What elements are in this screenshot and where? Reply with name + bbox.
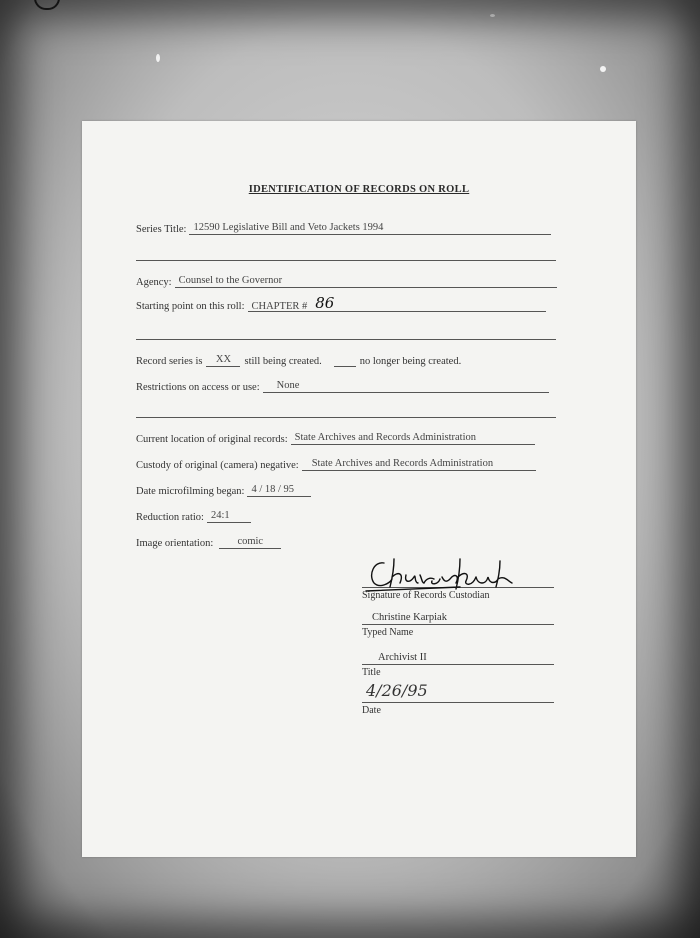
series-title-value: 12590 Legislative Bill and Veto Jackets 1994 — [189, 221, 551, 235]
film-corner-mark — [34, 0, 60, 10]
orientation-row — [136, 535, 281, 549]
current-location-value: State Archives and Records Administration — [291, 431, 535, 445]
blank-line — [136, 339, 556, 340]
date-value-handwritten: 4/26/95 — [366, 681, 428, 700]
orientation-value: comic — [219, 535, 281, 549]
current-location-label: Current location of original records: — [136, 434, 288, 445]
typed-name-value: Christine Karpiak — [372, 612, 447, 623]
blank-line — [136, 417, 556, 418]
custody-label: Custody of original (camera) negative: — [136, 460, 299, 471]
date-field — [362, 682, 554, 716]
form-paper — [82, 121, 636, 857]
reduction-ratio-value: 24:1 — [207, 509, 251, 523]
current-location-row — [136, 431, 535, 445]
typed-name-caption: Typed Name — [362, 627, 414, 638]
date-began-label: Date microfilming began: — [136, 486, 245, 497]
custody-value: State Archives and Records Administration — [302, 457, 536, 471]
film-speck — [490, 14, 495, 17]
date-began-value: 4 / 18 / 95 — [247, 483, 311, 497]
custodian-signature-field — [362, 567, 554, 601]
restrictions-row — [136, 379, 549, 393]
form-heading: IDENTIFICATION OF RECORDS ON ROLL — [248, 184, 470, 195]
agency-row — [136, 274, 557, 288]
handwritten-signature — [360, 553, 520, 593]
still-created-label: still being created. — [244, 356, 322, 367]
starting-point-handwritten: 86 — [315, 294, 335, 312]
no-longer-created-mark — [334, 353, 356, 367]
custody-row — [136, 457, 536, 471]
record-series-label: Record series is — [136, 356, 203, 367]
starting-point-row — [136, 294, 546, 312]
agency-value: Counsel to the Governor — [175, 274, 557, 288]
title-field — [362, 648, 554, 678]
blank-line — [136, 260, 556, 261]
reduction-ratio-row — [136, 509, 251, 523]
reduction-ratio-label: Reduction ratio: — [136, 512, 204, 523]
date-caption: Date — [362, 705, 381, 716]
agency-label: Agency: — [136, 277, 172, 288]
starting-point-text: CHAPTER # — [251, 301, 308, 312]
date-began-row — [136, 483, 311, 497]
record-series-row — [136, 353, 461, 367]
title-value: Archivist II — [378, 652, 427, 663]
signature-caption: Signature of Records Custodian — [362, 590, 490, 601]
typed-name-field — [362, 608, 554, 638]
film-speck — [600, 66, 606, 72]
film-speck — [156, 54, 160, 62]
restrictions-value: None — [263, 379, 549, 393]
orientation-label: Image orientation: — [136, 538, 214, 549]
series-title-row — [136, 221, 551, 235]
series-title-label: Series Title: — [136, 224, 187, 235]
starting-point-value — [248, 294, 546, 312]
restrictions-label: Restrictions on access or use: — [136, 382, 260, 393]
starting-point-label: Starting point on this roll: — [136, 301, 245, 312]
still-created-mark: XX — [206, 353, 240, 367]
title-caption: Title — [362, 667, 381, 678]
no-longer-created-label: no longer being created. — [359, 356, 462, 367]
